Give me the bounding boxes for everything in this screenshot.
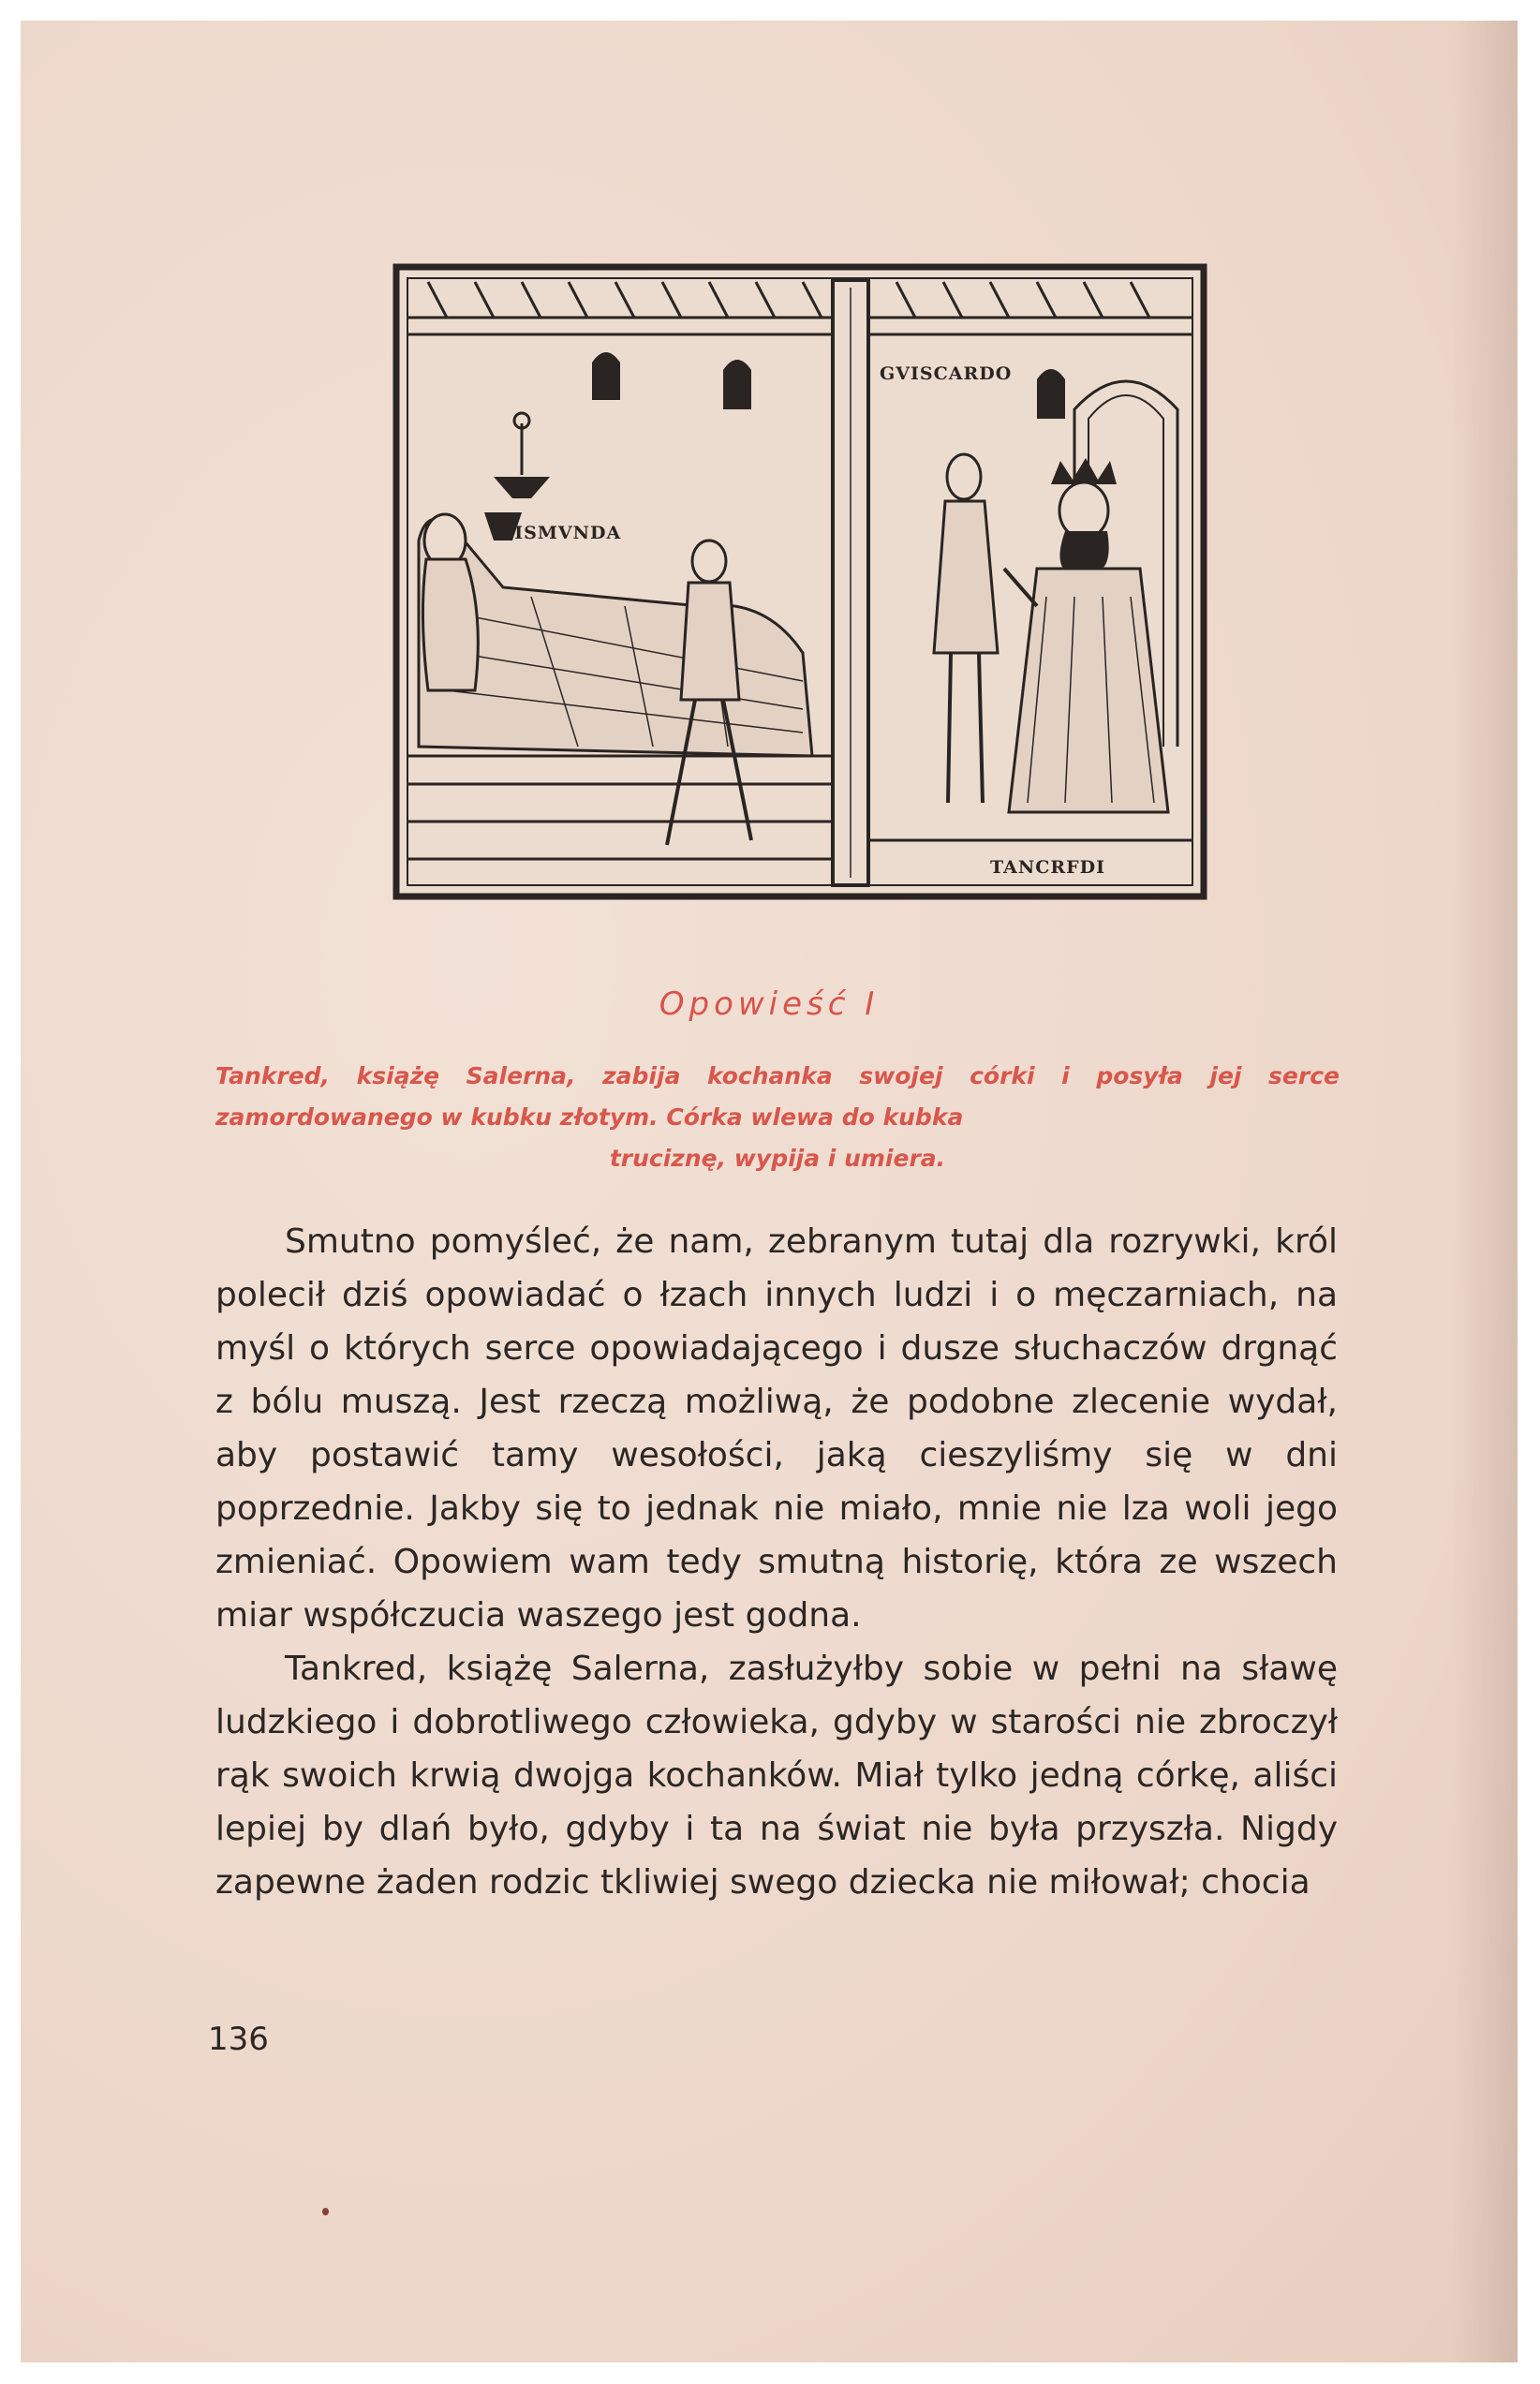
story-title: Opowieść I: [659, 985, 880, 1023]
paragraph: Tankred, książę Salerna, zasłużyłby sobie w pełni na sławę ludzkiego i dobrotliwego człowieka, gdyby w starości nie zbroczył rąk swoich krwią dwojga kochanków. Miał tylko jedną córkę, aliści lepiej by dlań było, gdyby i ta na świat nie była przyszła. Nigdy zapewne żaden rodzic tkliwiej swego dziecka nie miłował; chocia: [215, 1650, 1338, 1902]
label-tancredi: TANCRFDI: [990, 857, 1105, 878]
label-guiscardo: GVISCARDO: [880, 363, 1013, 384]
label-gismunda: GISMVNDA: [498, 523, 622, 543]
summary-last-line: truciznę, wypija i umiera.: [609, 1145, 946, 1172]
body-text: [215, 1215, 1338, 1909]
woodcut-illustration: [391, 259, 1210, 906]
paragraph: Smutno pomyśleć, że nam, zebranym tutaj dla rozrywki, król polecił dziś opowiadać o łzach innych ludzi i o męczarniach, na myśl o których serce opowiadającego i dusze słuchaczów drgnąć z bólu muszą. Jest rzeczą możliwą, że podobne zlecenie wydał, aby postawić tamy wesołości, jaką cieszyliśmy się w dni poprzednie. Jakby się to jednak nie miało, mnie nie lza woli jego zmieniać. Opowiem wam tedy smutną historię, która ze wszech miar współczucia waszego jest godna.: [215, 1222, 1338, 1635]
summary-text: Tankred, książę Salerna, zabija kochanka swojej córki i posyła jej serce zamordowanego w kubku złotym. Córka wlewa do kubka: [215, 1062, 1340, 1131]
story-summary: [215, 1056, 1340, 1179]
paper-speck: [322, 2208, 329, 2215]
page-number: 136: [208, 2021, 269, 2058]
book-page: [21, 21, 1518, 2362]
page-edge-shadow: [1452, 21, 1518, 2362]
